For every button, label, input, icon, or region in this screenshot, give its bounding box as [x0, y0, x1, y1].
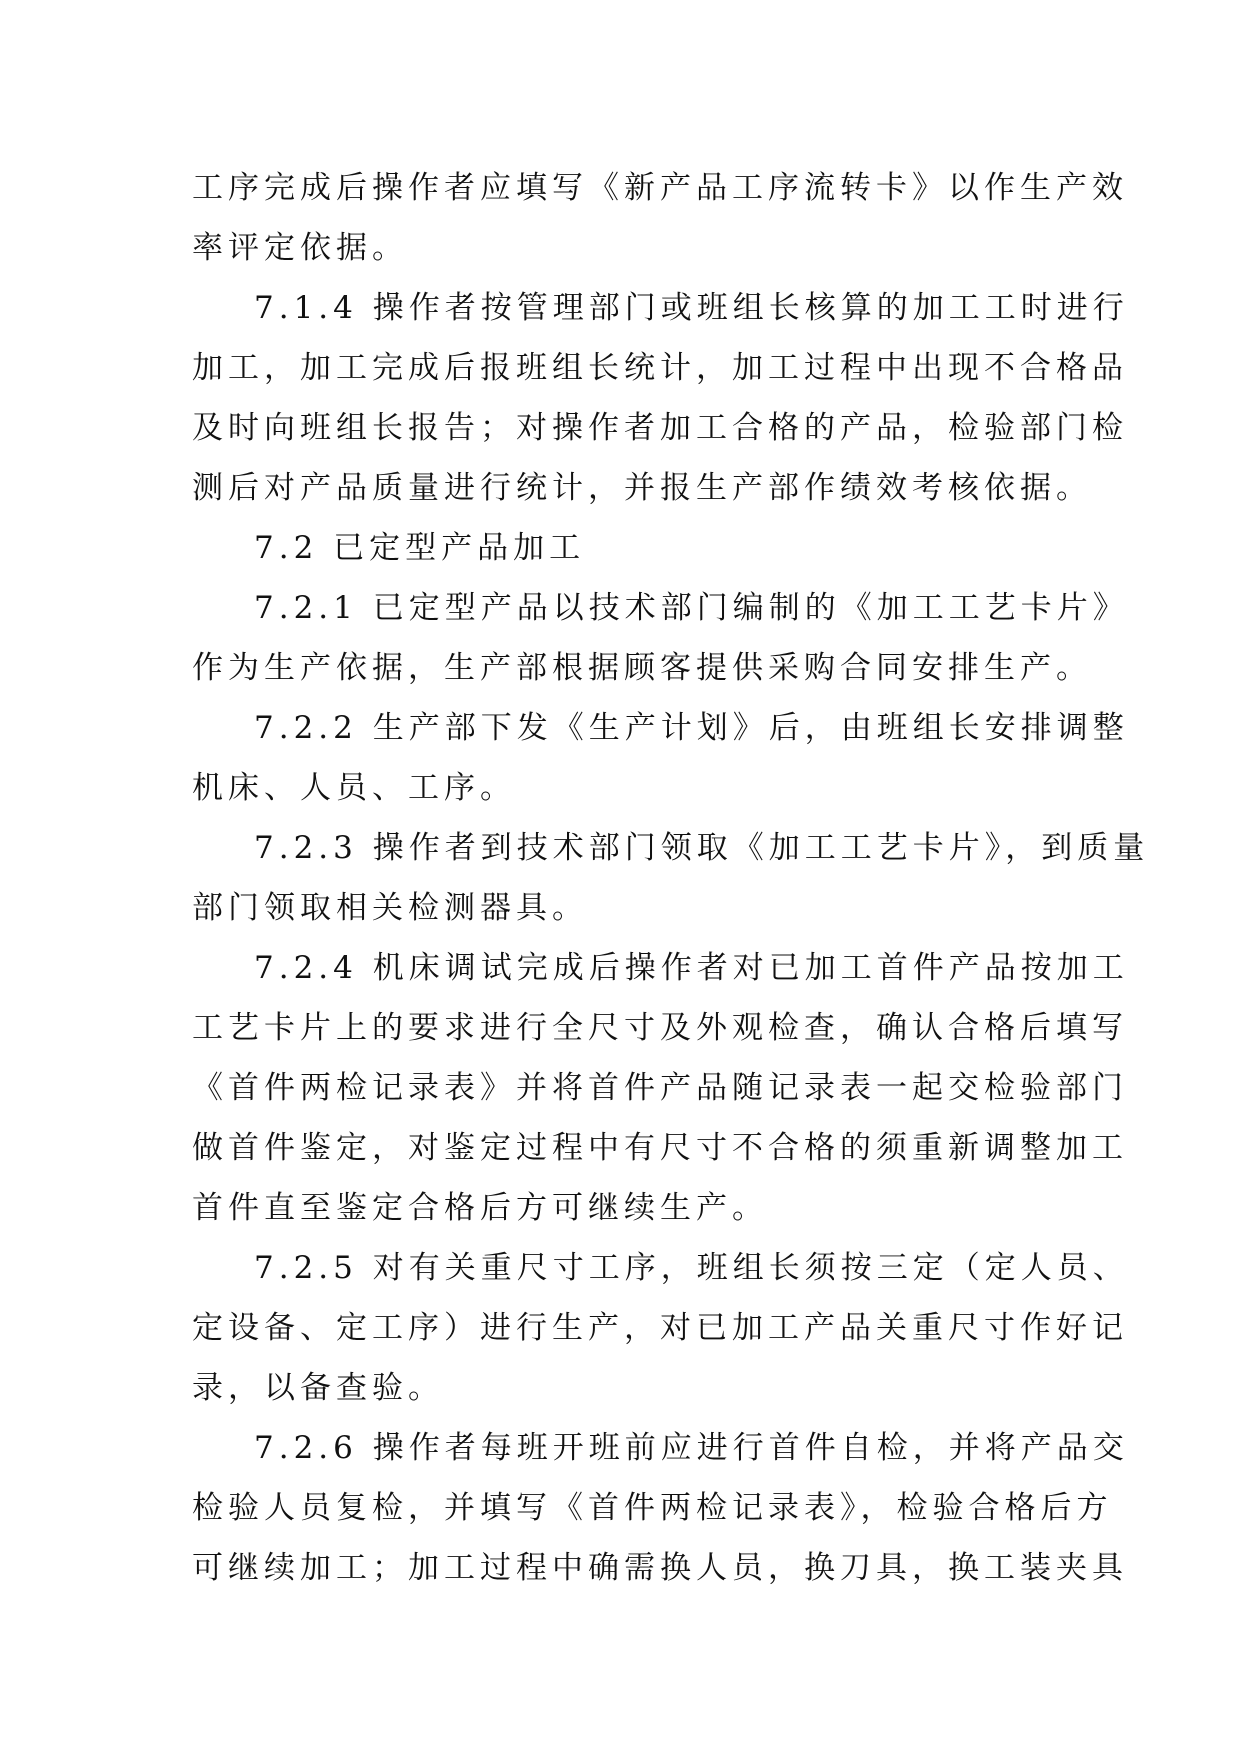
text-line: 工艺卡片上的要求进行全尺寸及外观检查，确认合格后填写 [192, 1010, 1128, 1046]
text-line: 7.1.4 操作者按管理部门或班组长核算的加工工时进行 [254, 290, 1129, 326]
text-line: 加工，加工完成后报班组长统计，加工过程中出现不合格品 [192, 350, 1128, 386]
text-line: 部门领取相关检测器具。 [192, 890, 588, 926]
text-line: 做首件鉴定，对鉴定过程中有尺寸不合格的须重新调整加工 [192, 1130, 1128, 1166]
text-line: 《首件两检记录表》并将首件产品随记录表一起交检验部门 [192, 1070, 1128, 1106]
text-line: 7.2.2 生产部下发《生产计划》后，由班组长安排调整 [254, 710, 1129, 746]
text-line: 作为生产依据，生产部根据顾客提供采购合同安排生产。 [192, 650, 1092, 686]
text-line: 录，以备查验。 [192, 1370, 444, 1406]
text-line: 可继续加工；加工过程中确需换人员，换刀具，换工装夹具 [192, 1550, 1128, 1586]
text-line: 7.2.4 机床调试完成后操作者对已加工首件产品按加工 [254, 950, 1129, 986]
text-line: 7.2.3 操作者到技术部门领取《加工工艺卡片》，到质量 [254, 830, 1150, 866]
text-line: 及时向班组长报告；对操作者加工合格的产品，检验部门检 [192, 410, 1128, 446]
text-line: 7.2.1 已定型产品以技术部门编制的《加工工艺卡片》 [254, 590, 1129, 626]
text-line: 检验人员复检，并填写《首件两检记录表》，检验合格后方 [192, 1490, 1113, 1526]
text-line: 7.2.6 操作者每班开班前应进行首件自检，并将产品交 [254, 1430, 1129, 1466]
text-line: 7.2.5 对有关重尺寸工序，班组长须按三定（定人员、 [254, 1250, 1129, 1286]
text-line: 定设备、定工序）进行生产，对已加工产品关重尺寸作好记 [192, 1310, 1128, 1346]
text-line: 工序完成后操作者应填写《新产品工序流转卡》以作生产效 [192, 170, 1128, 206]
text-line: 率评定依据。 [192, 230, 408, 266]
document-body [192, 158, 1150, 1598]
text-line: 首件直至鉴定合格后方可继续生产。 [192, 1190, 768, 1226]
text-line: 测后对产品质量进行统计，并报生产部作绩效考核依据。 [192, 470, 1092, 506]
section-heading: 7.2 已定型产品加工 [254, 530, 586, 566]
text-line: 机床、人员、工序。 [192, 770, 516, 806]
